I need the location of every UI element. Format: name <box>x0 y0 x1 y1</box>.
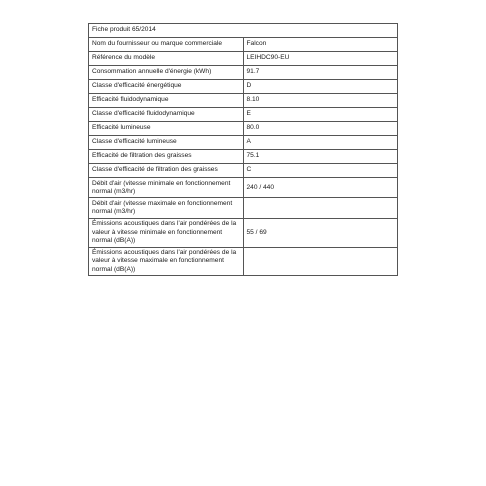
row-value: 55 / 69 <box>243 218 398 247</box>
row-label: Classe d'efficacité énergétique <box>89 80 244 94</box>
table-row <box>89 150 398 164</box>
table-row <box>89 164 398 178</box>
row-value <box>243 198 398 218</box>
row-value: D <box>243 80 398 94</box>
row-label: Consommation annuelle d'énergie (kWh) <box>89 66 244 80</box>
row-label: Débit d'air (vitesse minimale en fonctionnement normal (m3/hr) <box>89 178 244 198</box>
row-value: A <box>243 136 398 150</box>
row-value: C <box>243 164 398 178</box>
table-row <box>89 94 398 108</box>
table-row <box>89 198 398 218</box>
table-row <box>89 66 398 80</box>
table-row <box>89 80 398 94</box>
product-sheet-table <box>88 23 398 276</box>
table-row <box>89 52 398 66</box>
sheet-title: Fiche produit 65/2014 <box>89 24 398 38</box>
table-row <box>89 247 398 276</box>
row-value: 240 / 440 <box>243 178 398 198</box>
row-value: 8.10 <box>243 94 398 108</box>
row-label: Émissions acoustiques dans l'air pondérées de la valeur à vitesse maximale en fonctionnement normal (dB(A)) <box>89 247 244 276</box>
table-row <box>89 38 398 52</box>
row-value: 91.7 <box>243 66 398 80</box>
row-value: 80.0 <box>243 122 398 136</box>
row-label: Efficacité lumineuse <box>89 122 244 136</box>
row-label: Classe d'efficacité fluidodynamique <box>89 108 244 122</box>
row-label: Émissions acoustiques dans l'air pondérées de la valeur à vitesse minimale en fonctionnement normal (dB(A)) <box>89 218 244 247</box>
table-row <box>89 108 398 122</box>
row-label: Classe d'efficacité de filtration des graisses <box>89 164 244 178</box>
row-label: Efficacité fluidodynamique <box>89 94 244 108</box>
row-value: 75.1 <box>243 150 398 164</box>
table-row <box>89 122 398 136</box>
row-label: Classe d'efficacité lumineuse <box>89 136 244 150</box>
row-label: Débit d'air (vitesse maximale en fonctionnement normal (m3/hr) <box>89 198 244 218</box>
table-header-row <box>89 24 398 38</box>
table-row <box>89 218 398 247</box>
row-label: Référence du modèle <box>89 52 244 66</box>
row-value: LEIHDC90-EU <box>243 52 398 66</box>
table-row <box>89 136 398 150</box>
row-label: Efficacité de filtration des graisses <box>89 150 244 164</box>
row-label: Nom du fournisseur ou marque commerciale <box>89 38 244 52</box>
row-value: Falcon <box>243 38 398 52</box>
row-value: E <box>243 108 398 122</box>
table-row <box>89 178 398 198</box>
row-value <box>243 247 398 276</box>
